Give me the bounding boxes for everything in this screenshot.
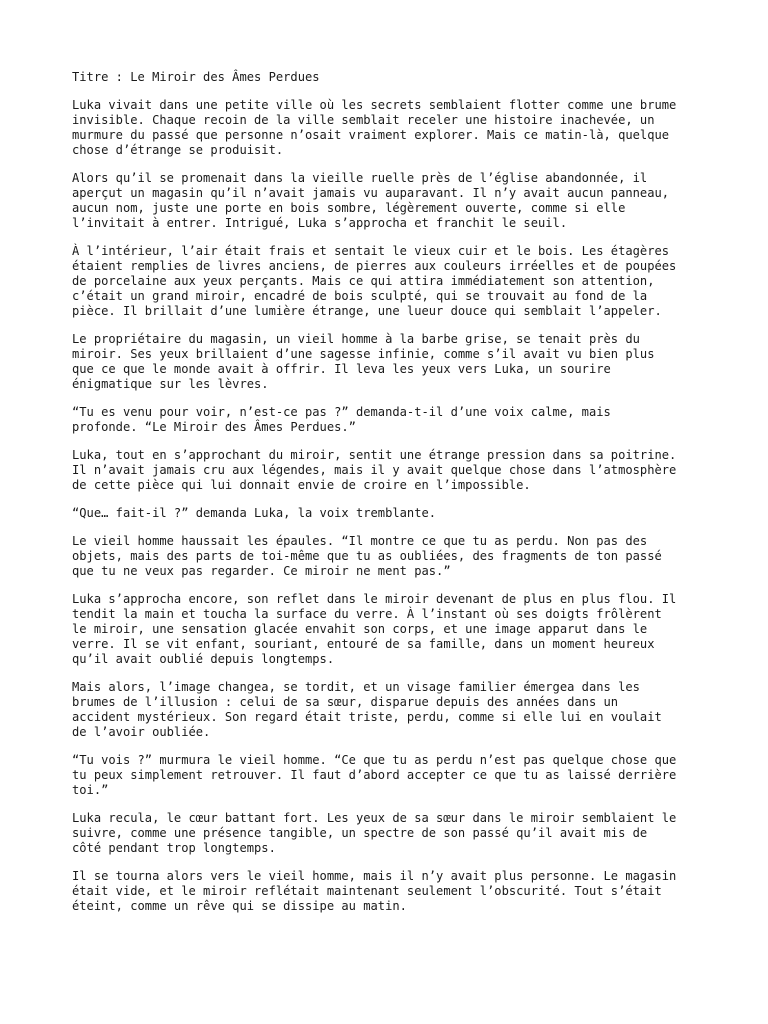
- paragraph-11: “Tu vois ?” murmura le vieil homme. “Ce que tu as perdu n’est pas quelque chose que tu peux simplement retrouver. Il faut d’abord accepter ce que tu as laissé derrière toi.”: [72, 753, 677, 797]
- paragraph-9: Luka s’approcha encore, son reflet dans le miroir devenant de plus en plus flou. Il tendit la main et toucha la surface du verre. À l’instant où ses doigts frôlèrent le miroir, une sensation glacée envahit son corps, et une image apparut dans le verre. Il se vit enfant, souriant, entouré de sa famille, dans un moment heureux qu’il avait oublié depuis longtemps.: [72, 592, 677, 666]
- paragraph-7: “Que… fait-il ?” demanda Luka, la voix tremblante.: [72, 506, 437, 520]
- paragraph-1: Luka vivait dans une petite ville où les secrets semblaient flotter comme une brume invisible. Chaque recoin de la ville semblait receler une histoire inachevée, un murmure du passé que personne n’osait vraiment explorer. Mais ce matin-là, quelque chose d’étrange se produisit.: [72, 98, 677, 157]
- paragraph-3: À l’intérieur, l’air était frais et sentait le vieux cuir et le bois. Les étagères étaient remplies de livres anciens, de pierres aux couleurs irréelles et de poupées de porcelaine aux yeux perçants. Mais ce qui attira immédiatement son attention, c’était un grand miroir, encadré de bois sculpté, qui se trouvait au fond de la pièce. Il brillait d’une lumière étrange, une lueur douce qui semblait l’appeler.: [72, 244, 677, 318]
- paragraph-6: Luka, tout en s’approchant du miroir, sentit une étrange pression dans sa poitrine. Il n’avait jamais cru aux légendes, mais il y avait quelque chose dans l’atmosphère de cette pièce qui lui donnait envie de croire en l’impossible.: [72, 448, 677, 492]
- document-page: [72, 70, 712, 927]
- paragraph-4: Le propriétaire du magasin, un vieil homme à la barbe grise, se tenait près du miroir. Ses yeux brillaient d’une sagesse infinie, comme s’il avait vu bien plus que ce que le monde avait à offrir. Il leva les yeux vers Luka, un sourire énigmatique sur les lèvres.: [72, 332, 655, 391]
- paragraph-8: Le vieil homme haussait les épaules. “Il montre ce que tu as perdu. Non pas des objets, mais des parts de toi-même que tu as oubliées, des fragments de ton passé que tu ne veux pas regarder. Ce miroir ne ment pas.”: [72, 534, 662, 578]
- document-title: Titre : Le Miroir des Âmes Perdues: [72, 70, 320, 84]
- paragraph-12: Luka recula, le cœur battant fort. Les yeux de sa sœur dans le miroir semblaient le suivre, comme une présence tangible, un spectre de son passé qu’il avait mis de côté pendant trop longtemps.: [72, 811, 677, 855]
- paragraph-10: Mais alors, l’image changea, se tordit, et un visage familier émergea dans les brumes de l’illusion : celui de sa sœur, disparue depuis des années dans un accident mystérieux. Son regard était triste, perdu, comme si elle lui en voulait de l’avoir oubliée.: [72, 680, 662, 739]
- paragraph-13: Il se tourna alors vers le vieil homme, mais il n’y avait plus personne. Le magasin était vide, et le miroir reflétait maintenant seulement l’obscurité. Tout s’était éteint, comme un rêve qui se dissipe au matin.: [72, 869, 677, 913]
- paragraph-5: “Tu es venu pour voir, n’est-ce pas ?” demanda-t-il d’une voix calme, mais profonde. “Le Miroir des Âmes Perdues.”: [72, 405, 611, 434]
- paragraph-2: Alors qu’il se promenait dans la vieille ruelle près de l’église abandonnée, il aperçut un magasin qu’il n’avait jamais vu auparavant. Il n’y avait aucun panneau, aucun nom, juste une porte en bois sombre, légèrement ouverte, comme si elle l’invitait à entrer. Intrigué, Luka s’approcha et franchit le seuil.: [72, 171, 670, 230]
